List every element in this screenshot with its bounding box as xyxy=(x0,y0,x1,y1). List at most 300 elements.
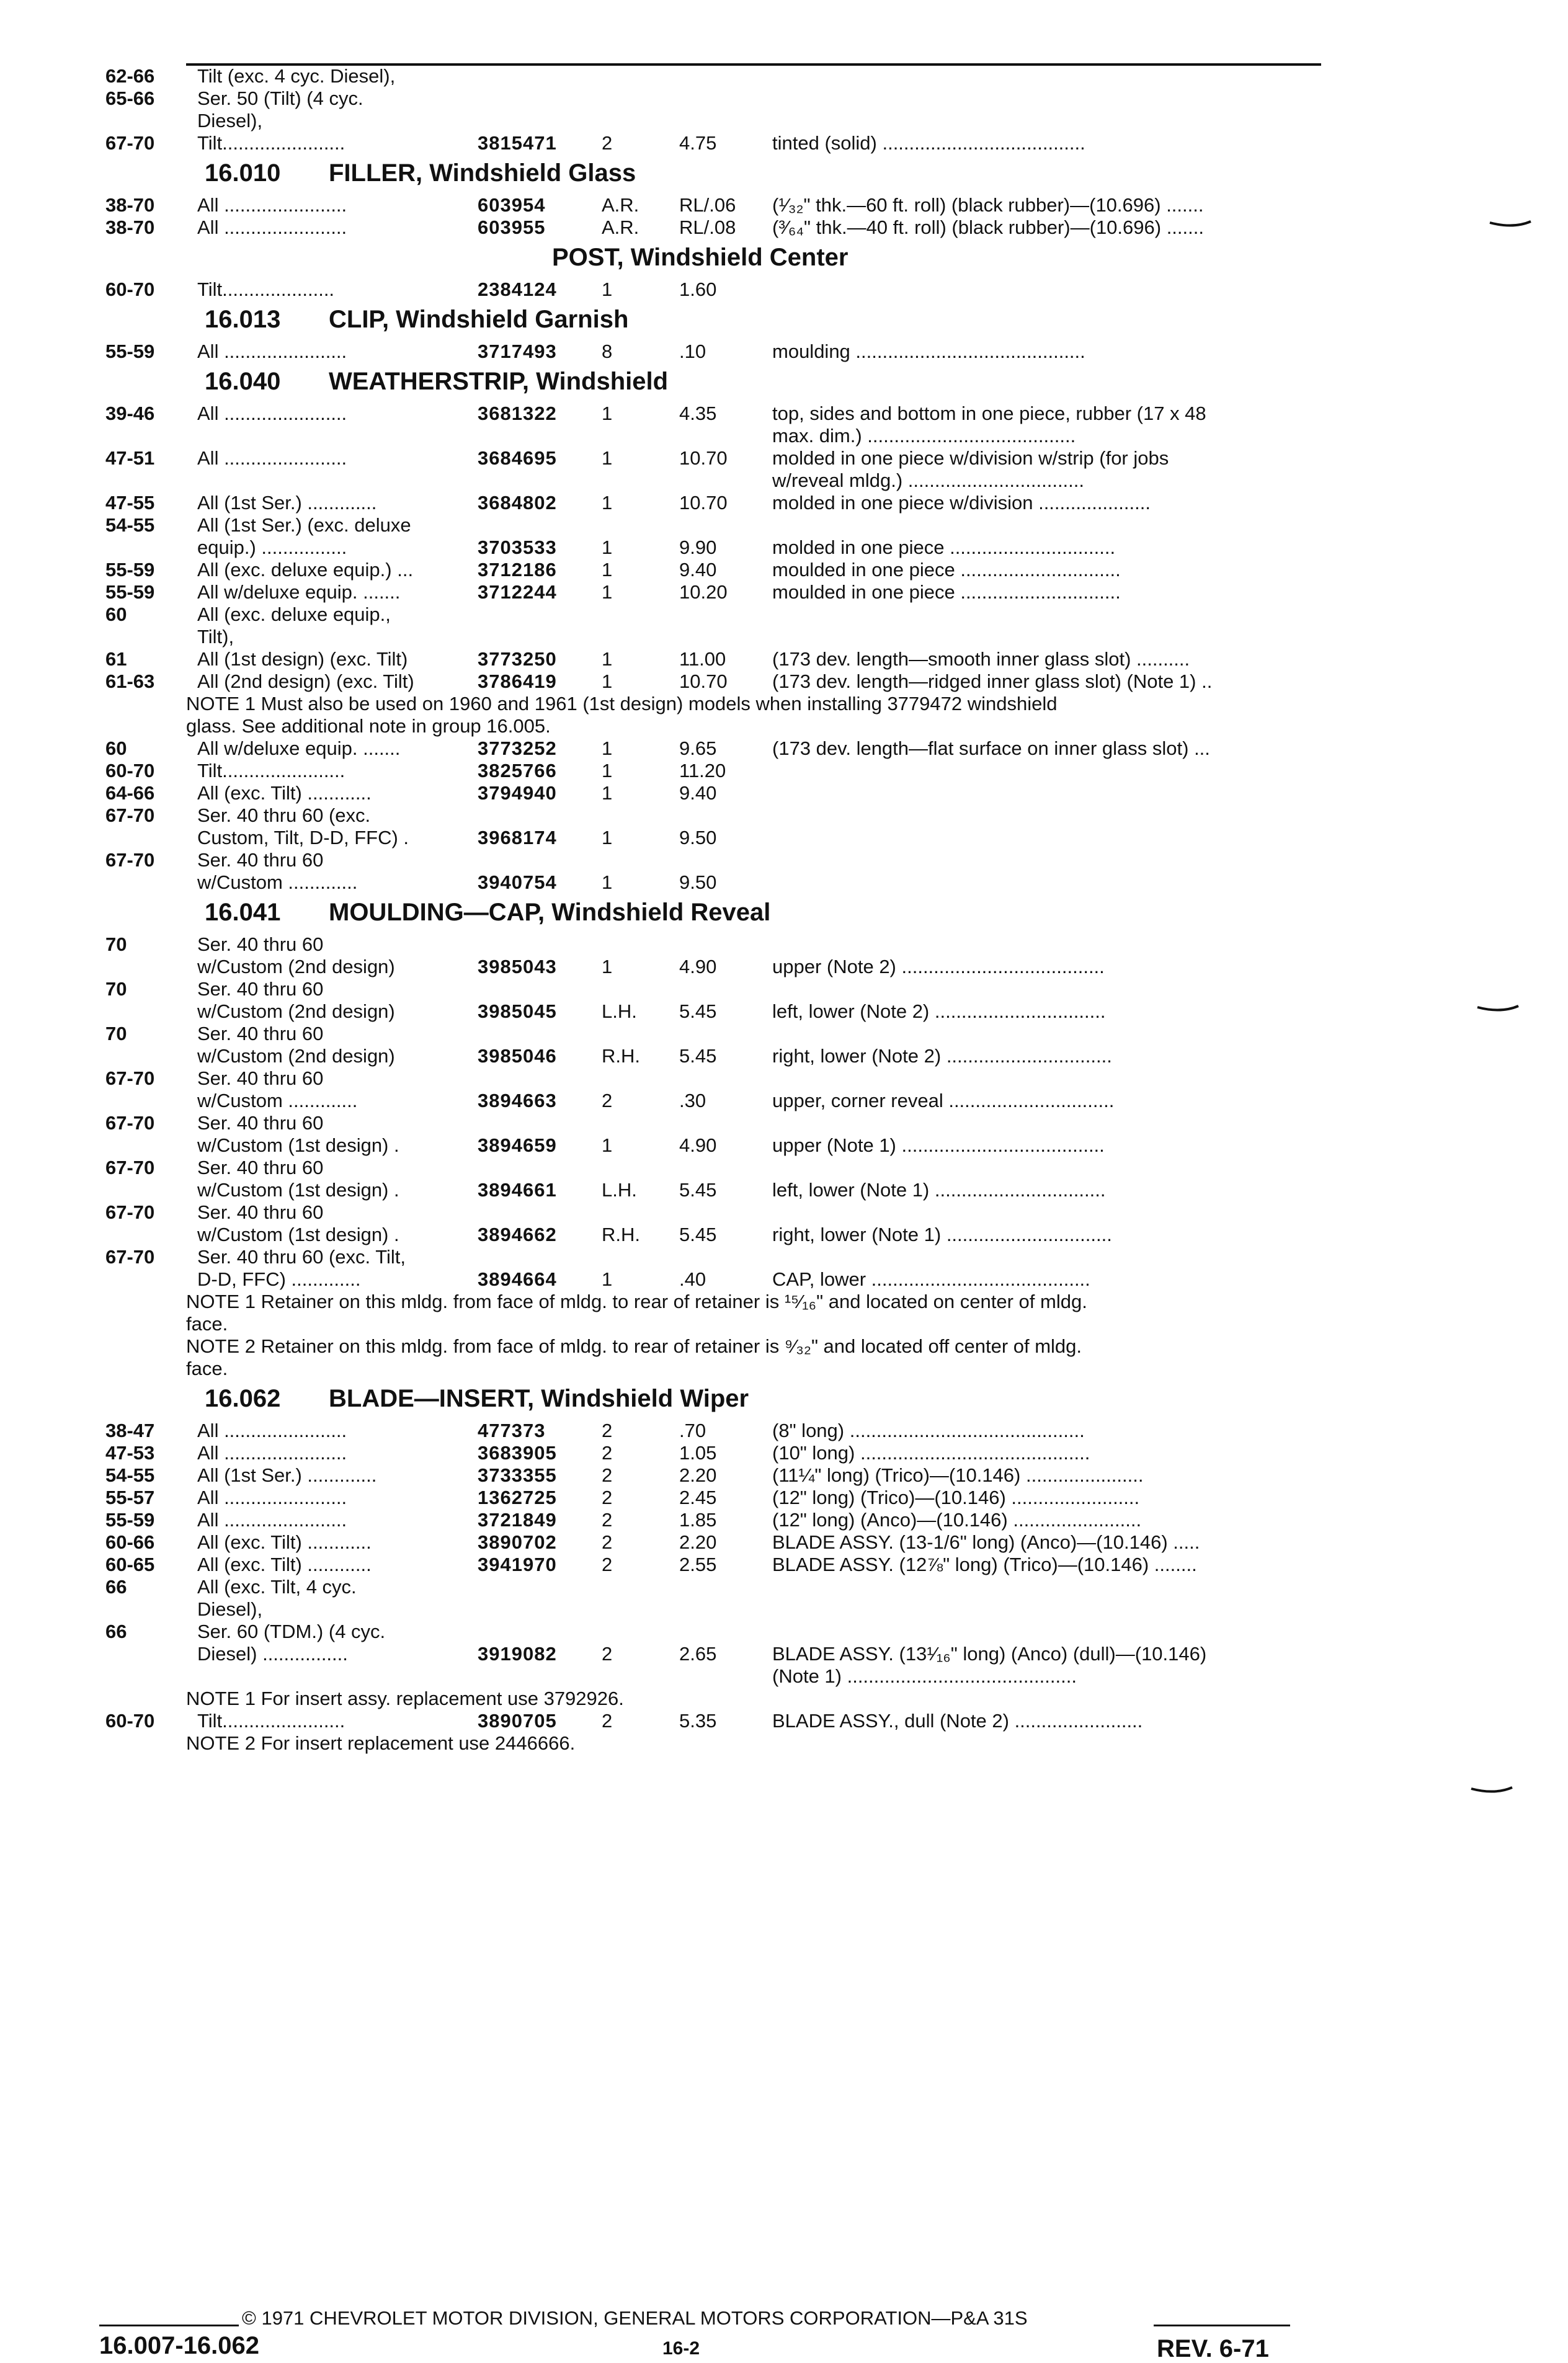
application: Custom, Tilt, D-D, FFC) . xyxy=(197,827,409,848)
description: (10" long) ........................................... xyxy=(772,1442,1090,1464)
table-row xyxy=(0,278,1568,301)
quantity: 1 xyxy=(602,403,613,424)
description: molded in one piece w/division ..................... xyxy=(772,492,1151,514)
application: All (exc. Tilt) ............ xyxy=(197,1531,372,1553)
year-range: 64-66 xyxy=(105,782,155,804)
price: 4.90 xyxy=(679,956,717,977)
year-range: 60 xyxy=(105,737,127,759)
year-range: 62-66 xyxy=(105,65,155,87)
year-range: 60-70 xyxy=(105,1710,155,1732)
section-header xyxy=(205,899,770,927)
year-range: 70 xyxy=(105,933,127,955)
year-range: 54-55 xyxy=(105,1464,155,1486)
footer-revision: REV. 6-71 xyxy=(1157,2335,1269,2362)
price: 10.70 xyxy=(679,492,728,514)
table-row xyxy=(0,1621,1568,1643)
price: RL/.08 xyxy=(679,216,736,238)
table-row xyxy=(0,1531,1568,1554)
table-row xyxy=(0,978,1568,1000)
year-range: 55-59 xyxy=(105,559,155,581)
footer-page-number: 16-2 xyxy=(662,2338,700,2359)
section-title: POST, Windshield Center xyxy=(552,244,849,271)
year-range: 60-65 xyxy=(105,1554,155,1575)
quantity: 2 xyxy=(602,1420,613,1441)
description: (12" long) (Trico)—(10.146) ........................ xyxy=(772,1487,1140,1508)
group-number: 16.010 xyxy=(205,159,281,187)
table-row xyxy=(0,1201,1568,1224)
application: All (1st design) (exc. Tilt) xyxy=(197,648,408,670)
part-number: 3985045 xyxy=(478,1000,557,1022)
description: CAP, lower ......................................... xyxy=(772,1268,1090,1290)
description: upper (Note 2) ...................................... xyxy=(772,956,1105,977)
table-row xyxy=(0,1023,1568,1045)
note-text: NOTE 2 For insert replacement use 2446666. xyxy=(186,1732,576,1754)
price: 5.45 xyxy=(679,1179,717,1201)
part-number: 3940754 xyxy=(478,871,557,893)
footer-rule-right xyxy=(1154,2325,1290,2326)
application: Ser. 40 thru 60 (exc. xyxy=(197,804,371,826)
table-row xyxy=(0,514,1568,536)
part-number: 2384124 xyxy=(478,278,557,300)
application: Ser. 40 thru 60 xyxy=(197,1067,324,1089)
quantity: 2 xyxy=(602,132,613,154)
description: (173 dev. length—flat surface on inner glass slot) ... xyxy=(772,737,1210,759)
application: All (exc. Tilt, 4 cyc. xyxy=(197,1576,357,1598)
year-range: 55-57 xyxy=(105,1487,155,1508)
price: 11.20 xyxy=(679,760,726,781)
year-range: 54-55 xyxy=(105,514,155,536)
quantity: 2 xyxy=(602,1442,613,1464)
year-range: 61 xyxy=(105,648,127,670)
table-row xyxy=(0,1710,1568,1732)
price: .10 xyxy=(679,340,706,362)
quantity: 1 xyxy=(602,1268,613,1290)
section-header xyxy=(205,159,636,187)
description: BLADE ASSY. (13-1/6" long) (Anco)—(10.146) ..... xyxy=(772,1531,1200,1553)
part-number: 3894664 xyxy=(478,1268,557,1290)
year-range: 61-63 xyxy=(105,670,155,692)
application: Tilt....................... xyxy=(197,132,345,154)
quantity: R.H. xyxy=(602,1224,640,1245)
year-range: 67-70 xyxy=(105,849,155,871)
description: molded in one piece w/division w/strip (for jobs xyxy=(772,447,1169,469)
year-range: 67-70 xyxy=(105,1067,155,1089)
year-range: 65-66 xyxy=(105,87,155,109)
application: Ser. 40 thru 60 (exc. Tilt, xyxy=(197,1246,406,1268)
application: Ser. 40 thru 60 xyxy=(197,978,324,1000)
binding-mark xyxy=(1489,220,1532,229)
part-number: 3786419 xyxy=(478,670,557,692)
quantity: L.H. xyxy=(602,1000,637,1022)
description: moulding ........................................... xyxy=(772,340,1085,362)
table-row xyxy=(0,1157,1568,1179)
description: BLADE ASSY., dull (Note 2) ........................ xyxy=(772,1710,1143,1732)
price: 5.45 xyxy=(679,1000,717,1022)
footer-copyright: © 1971 CHEVROLET MOTOR DIVISION, GENERAL MOTORS CORPORATION—P&A 31S xyxy=(242,2307,1028,2329)
table-row xyxy=(0,492,1568,514)
group-number: 16.013 xyxy=(205,306,281,333)
part-number: 3919082 xyxy=(478,1643,557,1665)
price: 5.45 xyxy=(679,1045,717,1067)
section-title: FILLER, Windshield Glass xyxy=(329,159,636,187)
quantity: 1 xyxy=(602,737,613,759)
part-number: 3815471 xyxy=(478,132,557,154)
part-number: 3825766 xyxy=(478,760,557,781)
year-range: 67-70 xyxy=(105,1201,155,1223)
table-row xyxy=(0,1268,1568,1291)
application: w/Custom (2nd design) xyxy=(197,1000,395,1022)
table-row xyxy=(0,804,1568,827)
table-row xyxy=(0,933,1568,956)
price: 2.55 xyxy=(679,1554,717,1575)
table-row xyxy=(0,849,1568,871)
description: BLADE ASSY. (12⅞" long) (Trico)—(10.146) ........ xyxy=(772,1554,1197,1575)
price: 10.20 xyxy=(679,581,728,603)
part-number: 3890705 xyxy=(478,1710,557,1732)
quantity: 1 xyxy=(602,536,613,558)
year-range: 67-70 xyxy=(105,132,155,154)
part-number: 3721849 xyxy=(478,1509,557,1531)
table-row xyxy=(0,1179,1568,1201)
binding-mark xyxy=(1470,1786,1513,1795)
application: All w/deluxe equip. ....... xyxy=(197,581,401,603)
quantity: 1 xyxy=(602,278,613,300)
table-row xyxy=(0,1112,1568,1134)
quantity: 1 xyxy=(602,760,613,781)
price: 9.40 xyxy=(679,559,717,581)
table-row xyxy=(0,1464,1568,1487)
group-number: 16.041 xyxy=(205,899,281,926)
application: All ....................... xyxy=(197,403,347,424)
group-number: 16.040 xyxy=(205,368,281,395)
footer-rule-left xyxy=(99,2325,239,2326)
table-row xyxy=(0,536,1568,559)
section-title: WEATHERSTRIP, Windshield xyxy=(329,368,669,395)
application: Diesel), xyxy=(197,1598,263,1620)
price: 11.00 xyxy=(679,648,726,670)
part-number: 3894662 xyxy=(478,1224,557,1245)
year-range: 55-59 xyxy=(105,340,155,362)
part-number: 3794940 xyxy=(478,782,557,804)
quantity: 1 xyxy=(602,782,613,804)
application: Tilt), xyxy=(197,626,234,647)
quantity: 2 xyxy=(602,1531,613,1553)
quantity: A.R. xyxy=(602,216,639,238)
part-number: 3703533 xyxy=(478,536,557,558)
table-row xyxy=(0,871,1568,894)
application: w/Custom (1st design) . xyxy=(197,1179,399,1201)
quantity: 1 xyxy=(602,956,613,977)
year-range: 47-53 xyxy=(105,1442,155,1464)
table-row xyxy=(0,603,1568,626)
application: Ser. 60 (TDM.) (4 cyc. xyxy=(197,1621,386,1642)
year-range: 60 xyxy=(105,603,127,625)
part-number: 3894661 xyxy=(478,1179,557,1201)
description: w/reveal mldg.) ................................. xyxy=(772,469,1085,491)
application: Tilt....................... xyxy=(197,760,345,781)
price: 9.40 xyxy=(679,782,717,804)
year-range: 66 xyxy=(105,1576,127,1598)
year-range: 60-70 xyxy=(105,760,155,781)
table-row xyxy=(0,1090,1568,1112)
table-row xyxy=(0,87,1568,110)
application: All (exc. deluxe equip.) ... xyxy=(197,559,414,581)
price: 10.70 xyxy=(679,670,728,692)
description: (11¼" long) (Trico)—(10.146) ...................... xyxy=(772,1464,1144,1486)
description: tinted (solid) ...................................... xyxy=(772,132,1085,154)
price: .30 xyxy=(679,1090,706,1111)
description: BLADE ASSY. (13¹⁄₁₆" long) (Anco) (dull)—(10.146) xyxy=(772,1643,1207,1665)
part-number: 3712186 xyxy=(478,559,557,581)
application: All ....................... xyxy=(197,1442,347,1464)
quantity: 2 xyxy=(602,1464,613,1486)
table-row xyxy=(0,340,1568,363)
description: (173 dev. length—smooth inner glass slot) .......... xyxy=(772,648,1190,670)
quantity: 2 xyxy=(602,1710,613,1732)
quantity: 1 xyxy=(602,559,613,581)
price: 4.35 xyxy=(679,403,717,424)
application: Ser. 40 thru 60 xyxy=(197,1157,324,1178)
application: All ....................... xyxy=(197,194,347,216)
year-range: 67-70 xyxy=(105,804,155,826)
table-row xyxy=(0,648,1568,670)
application: All ....................... xyxy=(197,1420,347,1441)
part-number: 3968174 xyxy=(478,827,557,848)
part-number: 3683905 xyxy=(478,1442,557,1464)
section-title: CLIP, Windshield Garnish xyxy=(329,306,629,333)
quantity: R.H. xyxy=(602,1045,640,1067)
year-range: 38-70 xyxy=(105,216,155,238)
part-number: 1362725 xyxy=(478,1487,557,1508)
table-row xyxy=(0,1224,1568,1246)
part-number: 3985046 xyxy=(478,1045,557,1067)
part-number: 603955 xyxy=(478,216,546,238)
table-row xyxy=(0,1665,1568,1688)
application: Ser. 40 thru 60 xyxy=(197,1023,324,1044)
year-range: 38-70 xyxy=(105,194,155,216)
application: equip.) ................ xyxy=(197,536,347,558)
application: All ....................... xyxy=(197,447,347,469)
price: 2.45 xyxy=(679,1487,717,1508)
table-row xyxy=(0,956,1568,978)
year-range: 55-59 xyxy=(105,581,155,603)
table-row xyxy=(0,559,1568,581)
quantity: 1 xyxy=(602,447,613,469)
part-number: 3890702 xyxy=(478,1531,557,1553)
part-number: 3773252 xyxy=(478,737,557,759)
part-number: 3985043 xyxy=(478,956,557,977)
application: Tilt..................... xyxy=(197,278,335,300)
application: Diesel), xyxy=(197,110,263,131)
application: Tilt....................... xyxy=(197,1710,345,1732)
description: moulded in one piece .............................. xyxy=(772,581,1121,603)
application: All ....................... xyxy=(197,1509,347,1531)
table-row xyxy=(0,110,1568,132)
note-text: NOTE 1 For insert assy. replacement use 3792926. xyxy=(186,1688,624,1709)
application: Ser. 40 thru 60 xyxy=(197,849,324,871)
price: 1.85 xyxy=(679,1509,717,1531)
description: (¹⁄₃₂" thk.—60 ft. roll) (black rubber)—(10.696) ....... xyxy=(772,194,1204,216)
price: 9.90 xyxy=(679,536,717,558)
price: 9.50 xyxy=(679,827,717,848)
part-number: 603954 xyxy=(478,194,546,216)
section-header xyxy=(205,368,668,396)
quantity: 2 xyxy=(602,1554,613,1575)
table-row xyxy=(0,1509,1568,1531)
table-row xyxy=(0,782,1568,804)
application: All (exc. deluxe equip., xyxy=(197,603,391,625)
quantity: 1 xyxy=(602,827,613,848)
price: 9.65 xyxy=(679,737,717,759)
price: 1.05 xyxy=(679,1442,717,1464)
table-row xyxy=(0,626,1568,648)
table-row xyxy=(0,194,1568,216)
year-range: 47-51 xyxy=(105,447,155,469)
section-title: MOULDING—CAP, Windshield Reveal xyxy=(329,899,771,926)
price: 9.50 xyxy=(679,871,717,893)
price: 5.35 xyxy=(679,1710,717,1732)
application: All (2nd design) (exc. Tilt) xyxy=(197,670,414,692)
table-row xyxy=(0,737,1568,760)
year-range: 67-70 xyxy=(105,1246,155,1268)
description: (173 dev. length—ridged inner glass slot) (Note 1) .. xyxy=(772,670,1213,692)
note-text: NOTE 1 Must also be used on 1960 and 1961 (1st design) models when installing 3779472 windshield xyxy=(186,693,1058,714)
part-number: 3684802 xyxy=(478,492,557,514)
quantity: A.R. xyxy=(602,194,639,216)
year-range: 60-70 xyxy=(105,278,155,300)
table-row xyxy=(0,1442,1568,1464)
note-text: face. xyxy=(186,1358,228,1379)
application: w/Custom (2nd design) xyxy=(197,956,395,977)
table-row xyxy=(0,760,1568,782)
description: (8" long) ............................................ xyxy=(772,1420,1085,1441)
description: upper, corner reveal ............................... xyxy=(772,1090,1115,1111)
application: w/Custom ............. xyxy=(197,1090,358,1111)
table-row xyxy=(0,1134,1568,1157)
year-range: 70 xyxy=(105,1023,127,1044)
year-range: 67-70 xyxy=(105,1157,155,1178)
section-header xyxy=(552,244,848,272)
table-row xyxy=(0,827,1568,849)
application: D-D, FFC) ............. xyxy=(197,1268,361,1290)
description: max. dim.) ....................................... xyxy=(772,425,1076,447)
description: (³⁄₆₄" thk.—40 ft. roll) (black rubber)—(10.696) ....... xyxy=(772,216,1204,238)
part-number: 3712244 xyxy=(478,581,557,603)
table-row xyxy=(0,1643,1568,1665)
part-number: 3681322 xyxy=(478,403,557,424)
description: right, lower (Note 1) ............................... xyxy=(772,1224,1112,1245)
application: Ser. 40 thru 60 xyxy=(197,933,324,955)
part-number: 3941970 xyxy=(478,1554,557,1575)
quantity: 2 xyxy=(602,1487,613,1508)
table-row xyxy=(0,403,1568,425)
table-row xyxy=(0,447,1568,469)
price: .40 xyxy=(679,1268,706,1290)
quantity: 1 xyxy=(602,492,613,514)
description: right, lower (Note 2) ............................... xyxy=(772,1045,1112,1067)
application: All w/deluxe equip. ....... xyxy=(197,737,401,759)
part-number: 3717493 xyxy=(478,340,557,362)
quantity: 2 xyxy=(602,1090,613,1111)
application: w/Custom (2nd design) xyxy=(197,1045,395,1067)
application: Ser. 40 thru 60 xyxy=(197,1112,324,1134)
group-number: 16.062 xyxy=(205,1385,281,1412)
binding-mark xyxy=(1476,1005,1520,1013)
application: w/Custom (1st design) . xyxy=(197,1224,399,1245)
application: All ....................... xyxy=(197,216,347,238)
quantity: 1 xyxy=(602,1134,613,1156)
section-header xyxy=(205,306,628,334)
application: All (exc. Tilt) ............ xyxy=(197,782,372,804)
description: left, lower (Note 1) ................................ xyxy=(772,1179,1106,1201)
application: All (1st Ser.) ............. xyxy=(197,1464,377,1486)
application: All (exc. Tilt) ............ xyxy=(197,1554,372,1575)
table-row xyxy=(0,1420,1568,1442)
table-row xyxy=(0,670,1568,693)
part-number: 3894659 xyxy=(478,1134,557,1156)
application: Tilt (exc. 4 cyc. Diesel), xyxy=(197,65,396,87)
year-range: 60-66 xyxy=(105,1531,155,1553)
application: All (1st Ser.) (exc. deluxe xyxy=(197,514,411,536)
table-row xyxy=(0,65,1568,87)
year-range: 39-46 xyxy=(105,403,155,424)
quantity: 1 xyxy=(602,648,613,670)
year-range: 55-59 xyxy=(105,1509,155,1531)
price: .70 xyxy=(679,1420,706,1441)
note-text: glass. See additional note in group 16.005. xyxy=(186,715,551,737)
part-number: 3894663 xyxy=(478,1090,557,1111)
quantity: 2 xyxy=(602,1643,613,1665)
quantity: 1 xyxy=(602,670,613,692)
year-range: 38-47 xyxy=(105,1420,155,1441)
table-row xyxy=(0,1576,1568,1598)
price: 1.60 xyxy=(679,278,717,300)
application: Ser. 50 (Tilt) (4 cyc. xyxy=(197,87,363,109)
note-text: NOTE 2 Retainer on this mldg. from face of mldg. to rear of retainer is ⁹⁄₃₂" and located off center of mldg. xyxy=(186,1335,1082,1357)
description: (Note 1) ........................................... xyxy=(772,1665,1077,1687)
quantity: 1 xyxy=(602,581,613,603)
quantity: 1 xyxy=(602,871,613,893)
part-number: 477373 xyxy=(478,1420,546,1441)
table-row xyxy=(0,1598,1568,1621)
application: Diesel) ................ xyxy=(197,1643,348,1665)
quantity: 2 xyxy=(602,1509,613,1531)
description: molded in one piece ............................... xyxy=(772,536,1116,558)
year-range: 66 xyxy=(105,1621,127,1642)
quantity: 8 xyxy=(602,340,613,362)
table-row xyxy=(0,1045,1568,1067)
quantity: L.H. xyxy=(602,1179,637,1201)
part-number: 3733355 xyxy=(478,1464,557,1486)
application: All ....................... xyxy=(197,340,347,362)
price: RL/.06 xyxy=(679,194,736,216)
price: 2.65 xyxy=(679,1643,717,1665)
description: (12" long) (Anco)—(10.146) ........................ xyxy=(772,1509,1142,1531)
price: 10.70 xyxy=(679,447,728,469)
part-number: 3773250 xyxy=(478,648,557,670)
section-title: BLADE—INSERT, Windshield Wiper xyxy=(329,1385,749,1412)
application: Ser. 40 thru 60 xyxy=(197,1201,324,1223)
table-row xyxy=(0,1000,1568,1023)
description: upper (Note 1) ...................................... xyxy=(772,1134,1105,1156)
part-number: 3684695 xyxy=(478,447,557,469)
table-row xyxy=(0,1554,1568,1576)
description: left, lower (Note 2) ................................ xyxy=(772,1000,1106,1022)
price: 4.90 xyxy=(679,1134,717,1156)
table-row xyxy=(0,216,1568,239)
application: All ....................... xyxy=(197,1487,347,1508)
application: w/Custom (1st design) . xyxy=(197,1134,399,1156)
